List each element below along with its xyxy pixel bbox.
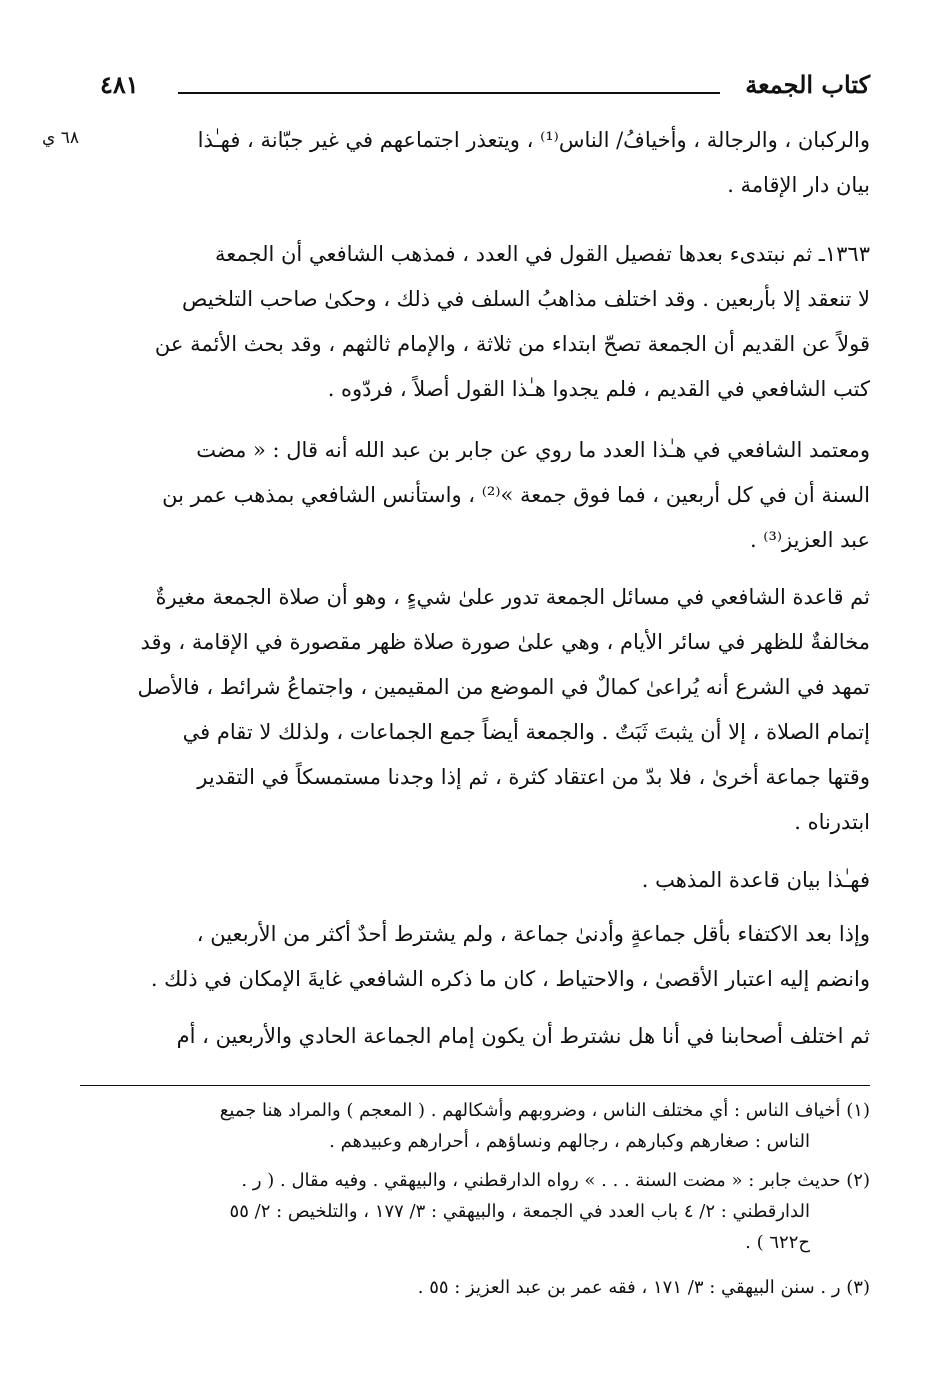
text-line: لا تنعقد إلا بأربعين . وقد اختلف مذاهبُ السلف في ذلك ، وحكىٰ صاحب التلخيص xyxy=(181,287,870,311)
footnote-line: (٢) حديث جابر : « مضت السنة . . . » رواه الدارقطني ، والبيهقي . وفيه مقال . ( ر . xyxy=(241,1170,870,1191)
text-line: وإذا بعد الاكتفاء بأقل جماعةٍ وأدنىٰ جماعة ، ولم يشترط أحدٌ أكثر من الأربعين ، xyxy=(196,922,870,946)
text-line: والركبان ، والرجالة ، وأخيافُ/ الناس⁽¹⁾ ، ويتعذر اجتماعهم في غير جبّانة ، فهـٰذا xyxy=(197,128,870,152)
text-line: ١٣٦٣ـ ثم نبتدىء بعدها تفصيل القول في العدد ، فمذهب الشافعي أن الجمعة xyxy=(215,242,870,266)
text-line: تمهد في الشرع أنه يُراعىٰ كمالٌ في الموضع من المقيمين ، واجتماعُ شرائط ، فالأصل xyxy=(137,675,870,699)
text-line: عبد العزيز⁽³⁾ . xyxy=(749,528,870,552)
footnote-1 xyxy=(80,1095,870,1157)
text-line: السنة أن في كل أربعين ، فما فوق جمعة »⁽²⁾ ، واستأنس الشافعي بمذهب عمر بن xyxy=(162,483,870,507)
paragraph-7 xyxy=(80,1014,870,1059)
footnote-line: (١) أخياف الناس : أي مختلف الناس ، وضروبهم وأشكالهم . ( المعجم ) والمراد هنا جميع xyxy=(219,1100,870,1121)
text-line: مخالفةٌ للظهر في سائر الأيام ، وهي علىٰ صورة صلاة ظهر مقصورة في الإقامة ، وقد xyxy=(140,630,870,654)
text-line: بيان دار الإقامة . xyxy=(727,173,870,197)
footnote-line: الدارقطني : ٢/ ٤ باب العدد في الجمعة ، والبيهقي : ٣/ ١٧٧ ، والتلخيص : ٢/ ٥٥ xyxy=(229,1201,810,1222)
text-line: إتمام الصلاة ، إلا أن يثبتَ ثَبَتٌ . والجمعة أيضاً جمع الجماعات ، ولذلك لا تقام في xyxy=(182,720,870,744)
text-line: وانضم إليه اعتبار الأقصىٰ ، والاحتياط ، كان ما ذكره الشافعي غايةَ الإمكان في ذلك . xyxy=(150,967,870,991)
paragraph-6 xyxy=(80,912,870,1002)
running-title: كتاب الجمعة xyxy=(745,70,870,99)
text-line: وقتها جماعة أخرىٰ ، فلا بدّ من اعتقاد كثرة ، ثم إذا وجدنا مستمسكاً في التقدير xyxy=(197,765,870,789)
text-line: ومعتمد الشافعي في هـٰذا العدد ما روي عن جابر بن عبد الله أنه قال : « مضت xyxy=(196,438,870,462)
page-number: ٤٨١ xyxy=(100,70,139,99)
text-line: كتب الشافعي في القديم ، فلم يجدوا هـٰذا القول أصلاً ، فردّوه . xyxy=(327,377,870,401)
footnote-line: ح٦٢٢ ) . xyxy=(745,1232,810,1253)
text-line: ثم قاعدة الشافعي في مسائل الجمعة تدور علىٰ شيءٍ ، وهو أن صلاة الجمعة مغيرةٌ xyxy=(155,585,870,609)
footnote-line: (٣) ر . سنن البيهقي : ٣/ ١٧١ ، فقه عمر بن عبد العزيز : ٥٥ . xyxy=(417,1277,870,1298)
margin-note: ٦٨ ي xyxy=(42,128,79,148)
text-line: قولاً عن القديم أن الجمعة تصحّ ابتداء من ثلاثة ، والإمام ثالثهم ، وقد بحث الأئمة عن xyxy=(154,332,870,356)
text-line: ثم اختلف أصحابنا في أنا هل نشترط أن يكون إمام الجماعة الحادي والأربعين ، أم xyxy=(176,1024,870,1048)
footnote-2 xyxy=(80,1165,870,1258)
text-line: فهـٰذا بيان قاعدة المذهب . xyxy=(641,868,870,892)
paragraph-3 xyxy=(80,428,870,563)
paragraph-5 xyxy=(80,858,870,903)
paragraph-1 xyxy=(80,118,870,208)
paragraph-4 xyxy=(80,575,870,845)
footnote-rule xyxy=(80,1085,870,1086)
text-line: ابتدرناه . xyxy=(794,810,870,834)
footnote-3 xyxy=(80,1272,870,1303)
footnote-line: الناس : صغارهم وكبارهم ، رجالهم ونساؤهم ، أحرارهم وعبيدهم . xyxy=(329,1131,810,1152)
page-header xyxy=(100,70,870,104)
paragraph-2 xyxy=(80,232,870,412)
header-rule xyxy=(178,92,720,94)
